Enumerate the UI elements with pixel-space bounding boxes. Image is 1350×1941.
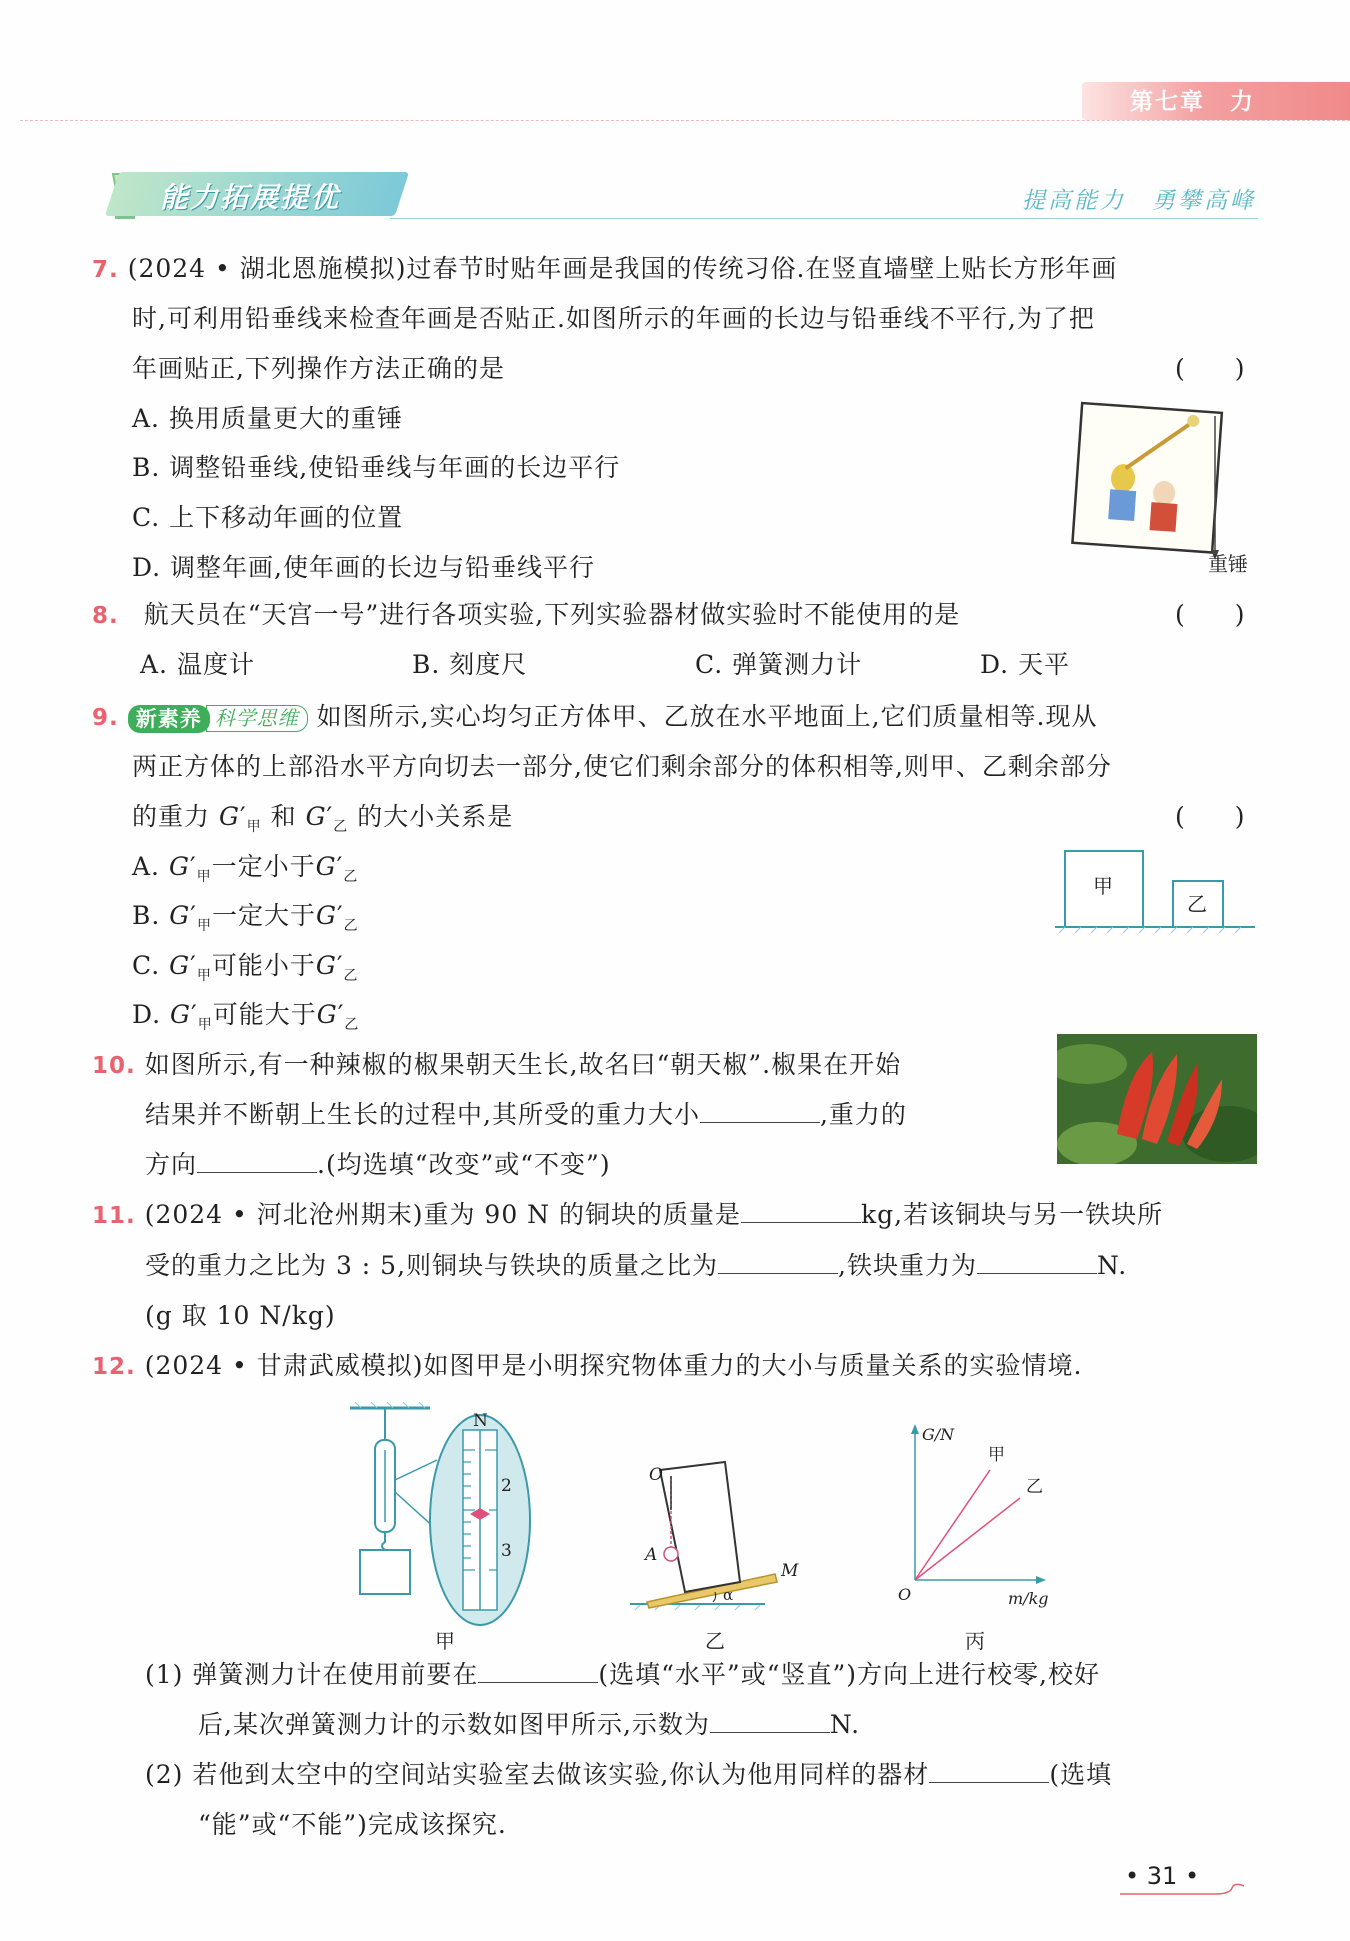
blank-space-station[interactable] (929, 1758, 1049, 1783)
question-8-answer-paren: ( ) (1175, 600, 1245, 629)
question-11-line-2: 受的重力之比为 3 : 5,则铜块与铁块的质量之比为 ,铁块重力为 N. (145, 1251, 1128, 1280)
question-9-answer-paren: ( ) (1175, 802, 1245, 831)
y-axis-label: G/N (922, 1425, 955, 1444)
blank-zeroing-direction[interactable] (478, 1658, 598, 1683)
question-7-number: 7. (92, 257, 119, 283)
question-9-number: 9. (92, 705, 119, 731)
origin-label: O (898, 1585, 912, 1604)
question-11-line-3: (g 取 10 N/kg) (145, 1301, 336, 1330)
question-8-option-d: D. 天平 (980, 650, 1071, 679)
series-yi-label: 乙 (1026, 1477, 1043, 1497)
blank-scale-reading[interactable] (710, 1708, 830, 1733)
question-10-line-1 (92, 1048, 901, 1083)
question-12-line-1 (92, 1349, 1082, 1384)
blank-mass-ratio[interactable] (718, 1249, 838, 1274)
series-jia-line (915, 1470, 990, 1580)
question-12-text: (2024 • 甘肃武威模拟)如图甲是小明探究物体重力的大小与质量关系的实验情境. (144, 1351, 1083, 1380)
question-9-line-2: 两正方体的上部沿水平方向切去一部分,使它们剩余部分的体积相等,则甲、乙剩余部分 (132, 752, 1112, 781)
scale-unit-n: N (473, 1411, 488, 1431)
question-11-text: (2024 • 河北沧州期末)重为 90 N 的铜块的质量是 (144, 1200, 742, 1229)
figure-jia-caption: 甲 (435, 1629, 455, 1653)
page-corner-ornament (1120, 1880, 1250, 1900)
question-8-text: 航天员在“天宫一号”进行各项实验,下列实验器材做实验时不能使用的是 (143, 600, 961, 629)
point-m-label: M (781, 1561, 799, 1581)
new-year-painting-figure (1065, 400, 1235, 570)
scale-mark-3: 3 (501, 1541, 512, 1561)
question-7-answer-paren: ( ) (1175, 354, 1245, 383)
question-10-number: 10. (92, 1053, 136, 1079)
question-12-number: 12. (92, 1354, 136, 1380)
question-9-option-b: B. $G'_甲$一定大于$G'_乙$ (132, 901, 359, 934)
question-7-text: (2024 • 湖北恩施模拟)过春节时贴年画是我国的传统习俗.在竖直墙壁上贴长方形年画 (127, 254, 1118, 283)
gravity-mass-graph (890, 1420, 1060, 1620)
question-9-option-a: A. $G'_甲$一定小于$G'_乙$ (132, 852, 359, 885)
point-o-label: O (649, 1465, 663, 1485)
question-7-line-1 (92, 252, 1117, 287)
section-rule (390, 218, 1258, 219)
chapter-title: 第七章 力 (1130, 89, 1255, 115)
blank-gravity-direction[interactable] (197, 1148, 317, 1173)
question-9-text: 如图所示,实心均匀正方体甲、乙放在水平地面上,它们质量相等.现从 (316, 702, 1098, 731)
cubes-figure (1045, 845, 1260, 935)
section-title: 能力拓展提优 (160, 181, 341, 214)
question-7-line-2: 时,可利用铅垂线来检查年画是否贴正.如图所示的年画的长边与铅垂线不平行,为了把 (132, 304, 1095, 333)
question-7-option-c: C. 上下移动年画的位置 (132, 503, 404, 532)
chili-pepper-photo (1057, 1034, 1257, 1164)
question-12-part-2-line-1: (2) 若他到太空中的空间站实验室去做该实验,你认为他用同样的器材 (选填 (145, 1760, 1113, 1789)
question-11-line-1: 11. (2024 • 河北沧州期末)重为 90 N 的铜块的质量是 kg,若该铜块与另一铁块所 (92, 1200, 1164, 1229)
section-slogan: 提高能力 勇攀高峰 (1022, 188, 1256, 214)
figure-yi-caption: 乙 (705, 1629, 725, 1653)
science-thinking-tag: 科学思维 (206, 705, 308, 732)
x-axis-label: m/kg (1008, 1589, 1049, 1608)
series-jia-label: 甲 (988, 1445, 1005, 1465)
page-number: • 31 • (1125, 1862, 1200, 1890)
spring-scale-figure (345, 1400, 545, 1630)
question-7-option-d: D. 调整年画,使年画的长边与铅垂线平行 (132, 553, 595, 582)
header-rule (20, 120, 1350, 121)
angle-alpha-label: α (723, 1586, 734, 1604)
question-12-part-1-line-2: 后,某次弹簧测力计的示数如图甲所示,示数为 N. (198, 1710, 861, 1739)
question-8-line-1 (92, 598, 960, 633)
question-8-option-b: B. 刻度尺 (412, 650, 528, 679)
question-10-text: 如图所示,有一种辣椒的椒果朝天生长,故名曰“朝天椒”.椒果在开始 (144, 1050, 902, 1079)
blank-iron-gravity[interactable] (977, 1249, 1097, 1274)
question-12-part-2-line-2: “能”或“不能”)完成该探究. (198, 1810, 507, 1839)
blank-gravity-magnitude[interactable] (700, 1098, 820, 1123)
blank-copper-mass[interactable] (741, 1198, 861, 1223)
question-10-line-3: 方向 .(均选填“改变”或“不变”) (145, 1150, 611, 1179)
question-7-option-a: A. 换用质量更大的重锤 (132, 404, 403, 433)
new-literacy-tag: 新素养 (128, 705, 210, 733)
question-8-number: 8. (92, 603, 119, 629)
plumb-bob-label: 重锤 (1208, 552, 1248, 576)
question-9-option-d: D. $G'_甲$可能大于$G'_乙$ (132, 1000, 360, 1033)
question-10-line-2: 结果并不断朝上生长的过程中,其所受的重力大小 ,重力的 (145, 1100, 907, 1129)
question-11-number: 11. (92, 1203, 136, 1229)
question-7-line-3: 年画贴正,下列操作方法正确的是 (132, 354, 505, 383)
question-8-option-a: A. 温度计 (140, 650, 255, 679)
series-yi-line (915, 1498, 1020, 1580)
question-9-option-c: C. $G'_甲$可能小于$G'_乙$ (132, 951, 359, 984)
cube-jia-label: 甲 (1093, 874, 1113, 898)
cube-yi-label: 乙 (1187, 892, 1207, 916)
point-a-label: A (645, 1545, 658, 1565)
question-7-option-b: B. 调整铅垂线,使铅垂线与年画的长边平行 (132, 453, 621, 482)
question-8-option-c: C. 弹簧测力计 (695, 650, 863, 679)
scale-mark-2: 2 (501, 1476, 512, 1496)
figure-bing-caption: 丙 (965, 1629, 985, 1653)
plumb-incline-figure (625, 1440, 810, 1615)
question-9-line-3: 的重力 $G'_甲$ 和 $G'_乙$ 的大小关系是 (132, 802, 514, 835)
question-12-part-1-line-1: (1) 弹簧测力计在使用前要在 (选填“水平”或“竖直”)方向上进行校零,校好 (145, 1660, 1100, 1689)
question-9-line-1 (92, 700, 1098, 735)
